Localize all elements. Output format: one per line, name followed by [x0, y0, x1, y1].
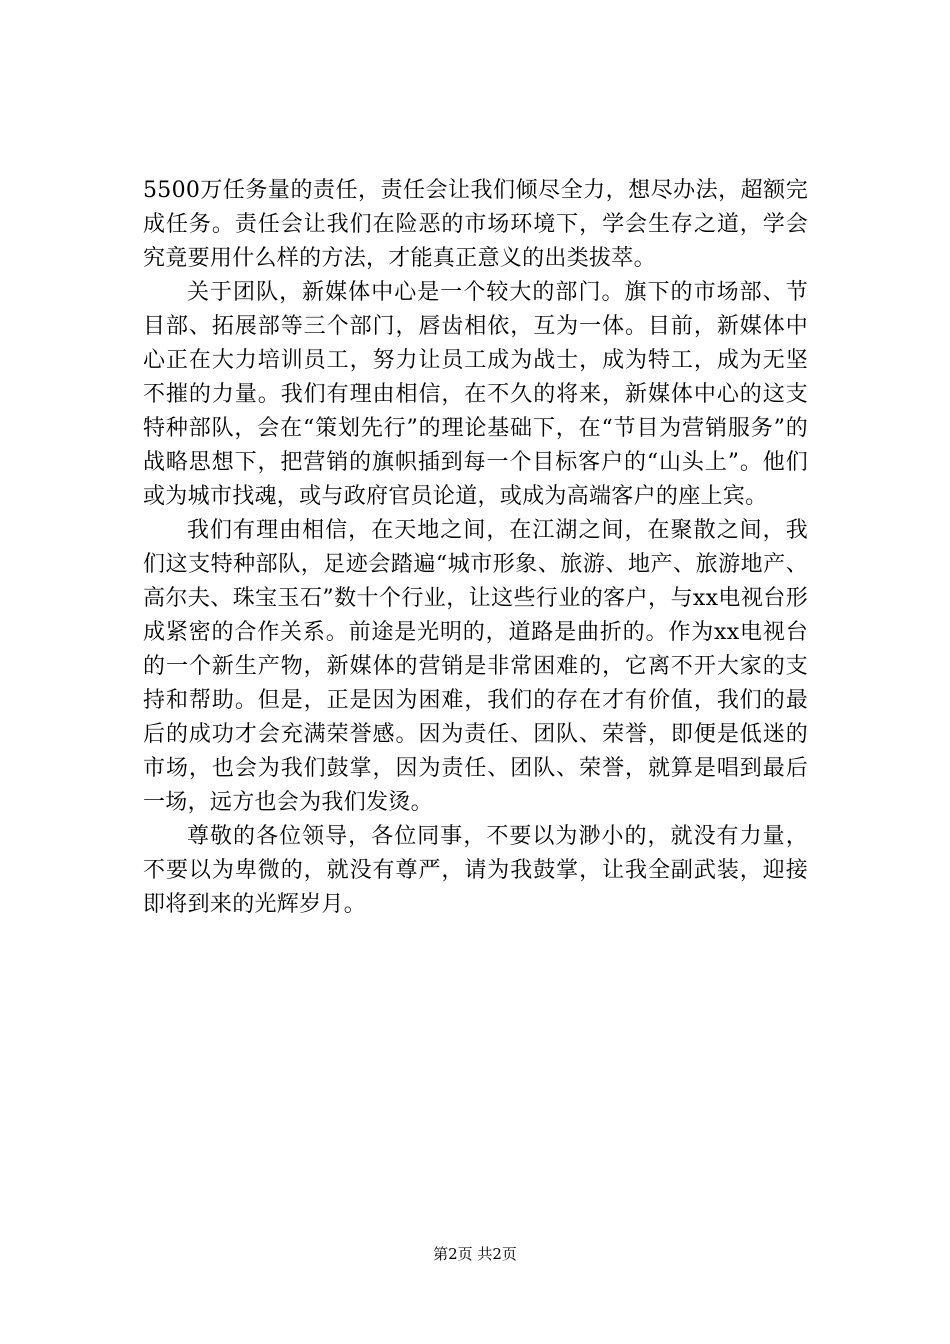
paragraph-4: 尊敬的各位领导，各位同事，不要以为渺小的，就没有力量，不要以为卑微的，就没有尊严，请为我鼓掌，让我全副武装，迎接即将到来的光辉岁月。	[143, 824, 808, 917]
paragraph-1: 5500万任务量的责任，责任会让我们倾尽全力，想尽办法，超额完成任务。责任会让我们在险恶的市场环境下，学会生存之道，学会究竟要用什么样的方法，才能真正意义的出类拔萃。	[143, 178, 808, 271]
document-body	[143, 174, 808, 922]
paragraph-2: 关于团队，新媒体中心是一个较大的部门。旗下的市场部、节目部、拓展部等三个部门，唇齿相依，互为一体。目前，新媒体中心正在大力培训员工，努力让员工成为战士，成为特工，成为无坚不摧的力量。我们有理由相信，在不久的将来，新媒体中心的这支特种部队，会在“策划先行”的理论基础下，在“节目为营销服务”的战略思想下，把营销的旗帜插到每一个目标客户的“山头上”。他们或为城市找魂，或与政府官员论道，或成为高端客户的座上宾。	[143, 280, 808, 509]
paragraph-3: 我们有理由相信，在天地之间，在江湖之间，在聚散之间，我们这支特种部队，足迹会踏遍“城市形象、旅游、地产、旅游地产、高尔夫、珠宝玉石”数十个行业，让这些行业的客户，与xx电视台形成紧密的合作关系。前途是光明的，道路是曲折的。作为xx电视台的一个新生产物，新媒体的营销是非常困难的，它离不开大家的支持和帮助。但是，正是因为困难，我们的存在才有价值，我们的最后的成功才会充满荣誉感。因为责任、团队、荣誉，即便是低迷的市场，也会为我们鼓掌，因为责任、团队、荣誉，就算是唱到最后一场，远方也会为我们发烫。	[143, 518, 808, 815]
page-footer: 第2页 共2页	[433, 1245, 517, 1263]
